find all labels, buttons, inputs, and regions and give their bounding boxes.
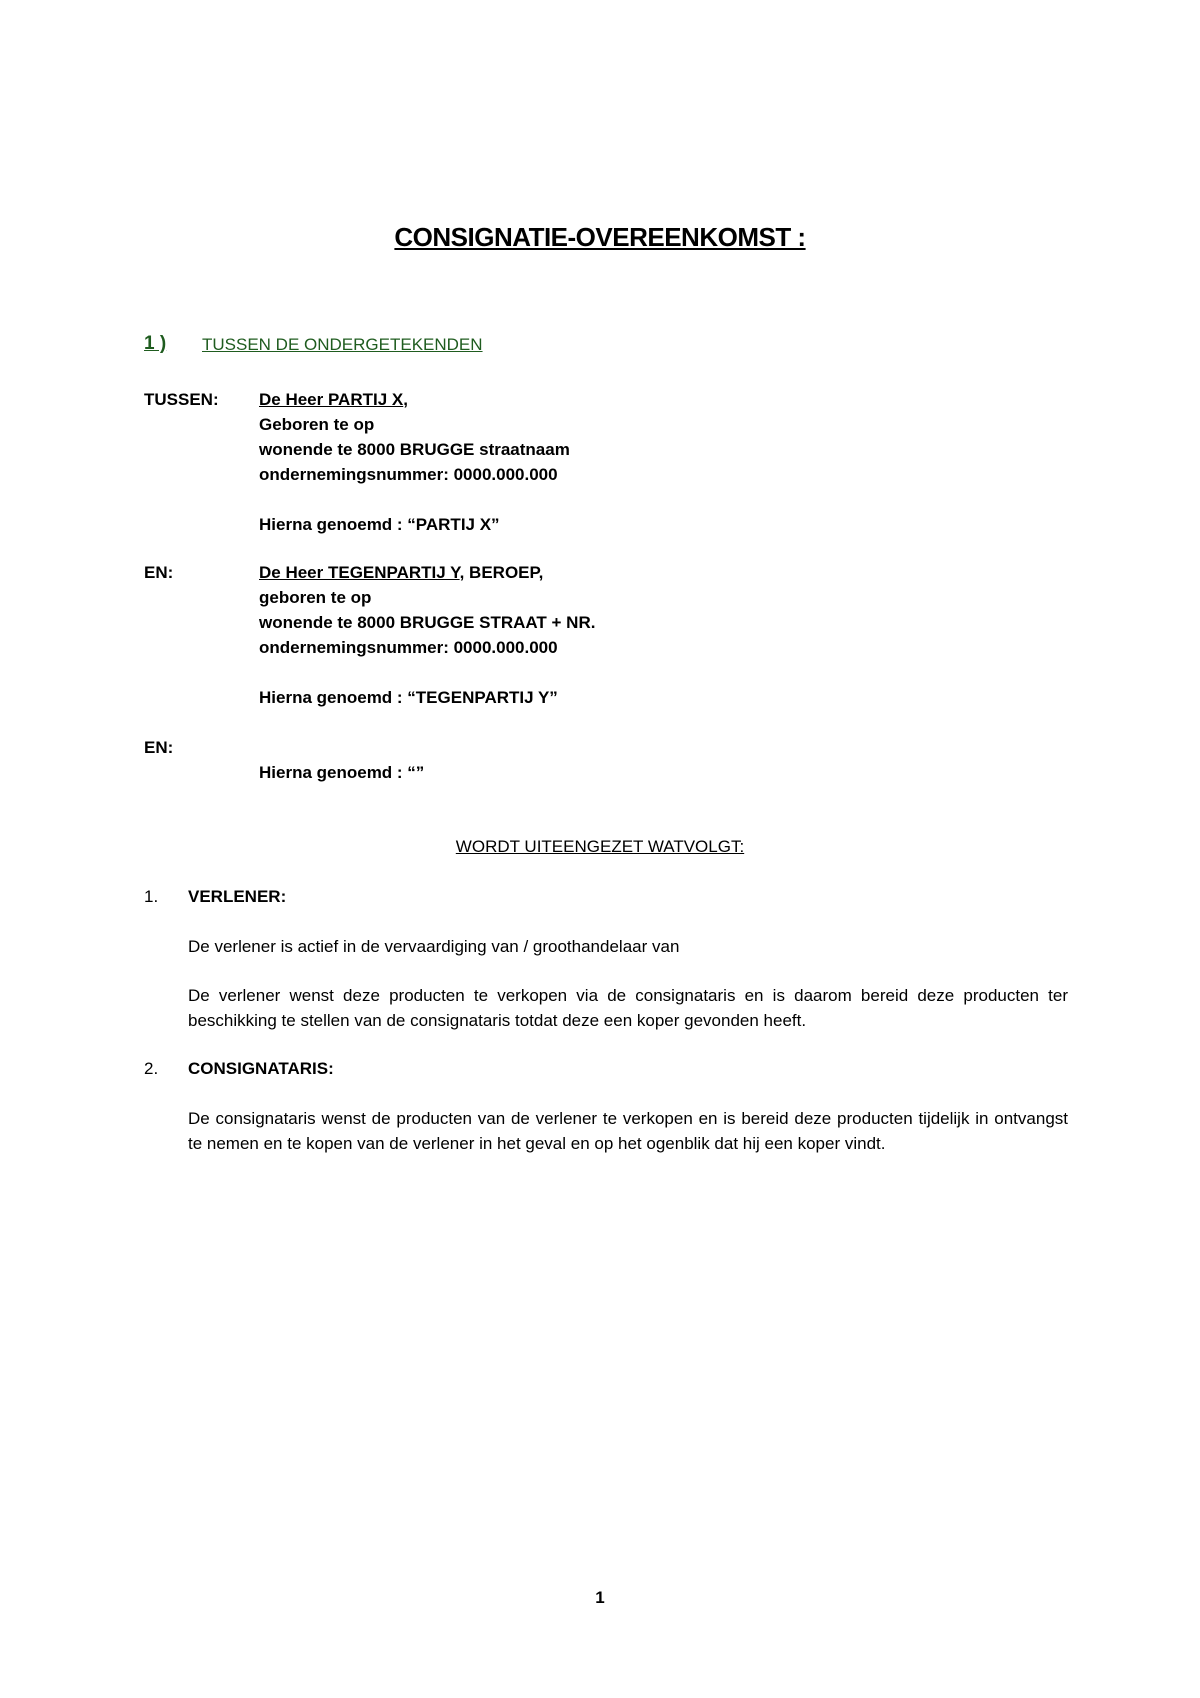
party2-born: geboren te op <box>259 588 372 607</box>
page-number: 1 <box>595 1588 605 1607</box>
party2-label: EN: <box>144 563 174 582</box>
article2-paragraph1: De consignataris wenst de producten van de verlener te verkopen en is bereid deze producten tijdelijk in ontvangst te nemen en te kopen van de verlener in het geval en op het ogenblik dat hij een koper vindt. <box>188 1109 1068 1153</box>
party3-alias: Hierna genoemd : “” <box>259 763 425 782</box>
section-title: TUSSEN DE ONDERGETEKENDEN <box>202 335 483 354</box>
document-title: CONSIGNATIE-OVEREENKOMST : <box>394 222 806 252</box>
section-number: 1 ) <box>144 333 167 354</box>
party2-name-suffix: , BEROEP, <box>459 563 544 582</box>
party1-name-suffix: , <box>403 390 408 409</box>
article1-paragraph2: De verlener wenst deze producten te verkopen via de consignataris en is daarom bereid deze producten ter beschikking te stellen van de consignataris totdat deze een koper gevonden heeft. <box>188 986 1068 1030</box>
party2-name-line <box>259 563 543 583</box>
party2-alias: Hierna genoemd : “TEGENPARTIJ Y” <box>259 688 558 707</box>
party2-name: De Heer TEGENPARTIJ Y <box>259 563 460 582</box>
party3-label: EN: <box>144 738 174 757</box>
party1-address: wonende te 8000 BRUGGE straatnaam <box>259 440 570 459</box>
article1-paragraph1: De verlener is actief in de vervaardiging van / groothandelaar van <box>188 937 680 956</box>
article1-title: VERLENER: <box>188 887 287 906</box>
party2-company-number: ondernemingsnummer: 0000.000.000 <box>259 638 558 657</box>
article2-title: CONSIGNATARIS: <box>188 1059 334 1078</box>
article2-number: 2. <box>144 1059 159 1078</box>
party1-name: De Heer PARTIJ X <box>259 390 404 409</box>
party1-company-number: ondernemingsnummer: 0000.000.000 <box>259 465 558 484</box>
preamble-heading: WORDT UITEENGEZET WATVOLGT: <box>455 837 745 856</box>
party1-born: Geboren te op <box>259 415 375 434</box>
party1-name-line <box>259 390 408 410</box>
party2-address: wonende te 8000 BRUGGE STRAAT + NR. <box>259 613 596 632</box>
party1-label: TUSSEN: <box>144 390 219 409</box>
article1-number: 1. <box>144 887 159 906</box>
party1-alias: Hierna genoemd : “PARTIJ X” <box>259 515 500 534</box>
